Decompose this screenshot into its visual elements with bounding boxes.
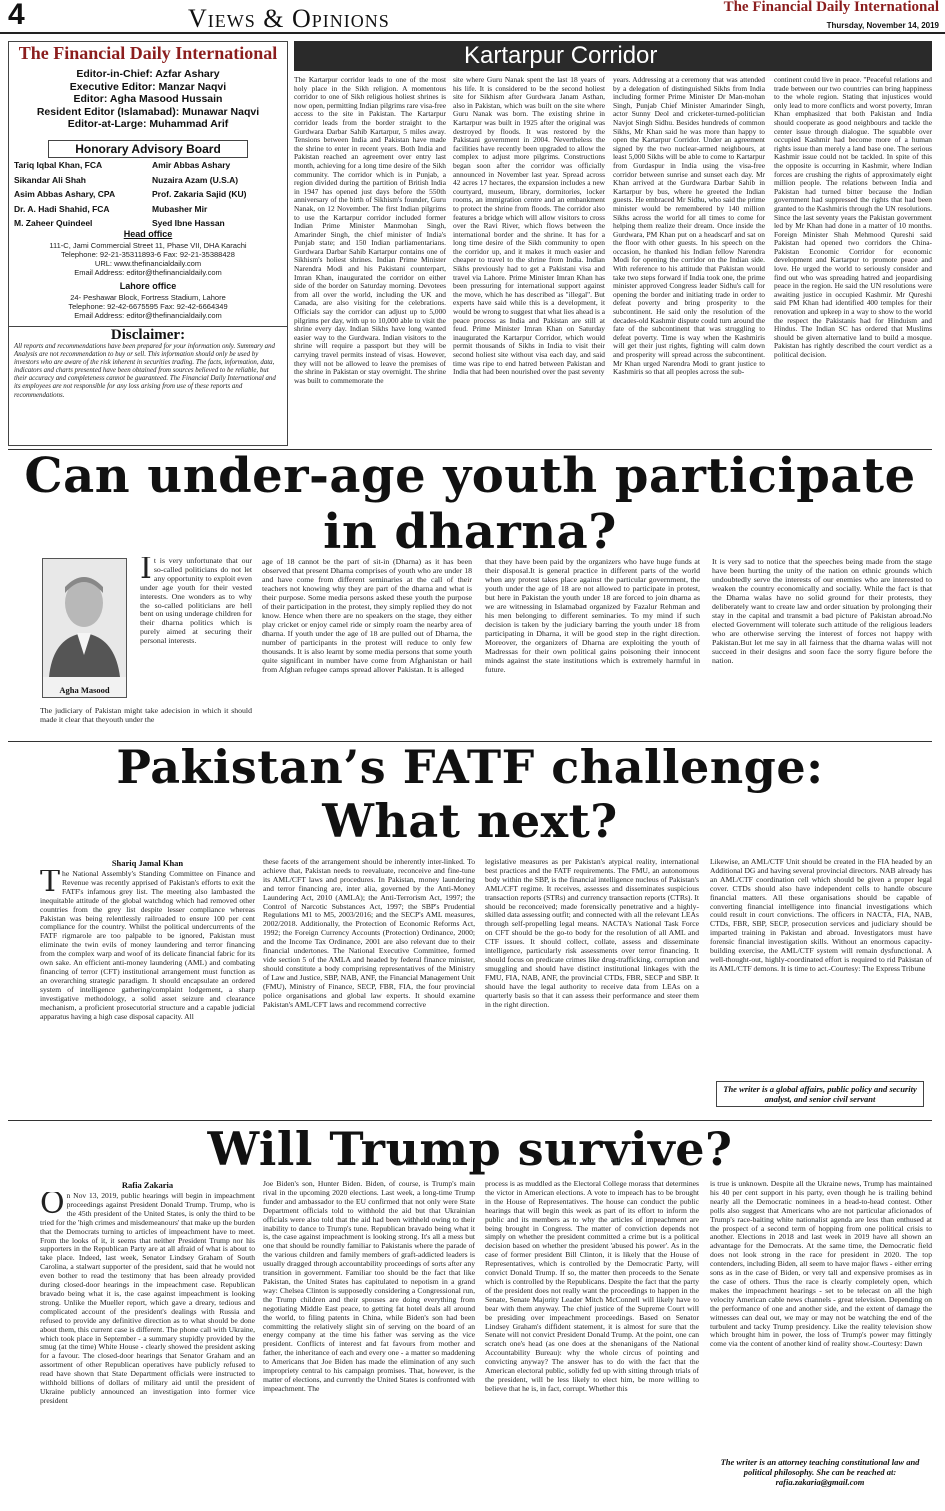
editorial-column: years. Addressing at a ceremony that was attended by a delegation of distinguished Sikhs from India including former Prime Minister Dr Man-mohan Singh, Punjab Chief Minister Amarinder Singh, actor Sunny Deol and cricketer-turned-politician Navjot Singh Sidhu. Besides hundreds of common Sikhs, Mr Khan said he was more than happy to open the Kartarpur Corridor. Under an agreement signed by the two nuclear-armed neighbours, at least 5,000 Sikhs will be able to come to Kartarpur from Gurdaspur in India using the visa-free corridor between sunrise and sunset each day. Mr Khan arrived at the Gurdwara Darbar Sahib in Kartarpur by bus, where he greeted the Indian guests. He embraced Mr Sidhu, who said the prime minister would be remembered by 140 million Sikhs across the world for all times to come for helping them realize their dream. Once inside the Gurdwara, PM Khan put on a headscarf and sat on the floor with other guests. In his speech on the occasion, he thanked his Indian fellow Narendra Modi for opening the corridor on the Indian side. With reference to his attitude that Pakistan would take two steps forward if India took one, the prime minister approved Congress leader Sidhu's call for opening the border and initiating trade in order to defeat poverty and bring prosperity to the subcontinent. He said only the resolution of the decades-old Kashmir dispute could turn around the fate of the subcontinent that was struggling to defeat poverty. Time is way when the Kashmiris will get their just rights, fighting will calm down and prosperity will spread across the subcontinent. Mr Khan urged Narendra Modi to grant justice to Kashmiris so that all peoples across the sub- bbox=[613, 76, 765, 377]
article-column: these facets of the arrangement should be inherently inter-linked. To achieve that, Pakistan needs to reevaluate, reconceive and fine-tune its AML/CFT laws and procedures. In Pakistan, money laundering and terror financing are, inter alia, governed by the Anti-Money Laundering Act, 2010 (AMLA); the Anti-Terrorism Act, 1997; the Control of Narcotic Substances Act, 1997; the SBP's Prudential Regulations M1 to M5, 2003/2016; and the SECP's AML measures, 2002/2018. Additionally, the Protection of Economic Reforms Act, 1992; the Foreign Currency Accounts (Protection) Ordinance, 2000; and the Income Tax Ordinance, 2001 are also relevant due to their financial undertones. The National Executive Committee, formed vide section 5 of the AMLA and headed by federal finance minister, should constitute a body comprising representatives of the Ministry of Law and Justice, SBP, NAB, ANF, the Financial Management Unit (FMU), Ministry of Finance, SECP, FBR, FIA, the four provincial police organisations and global law experts. It should examine Pakistan's AML/CFT laws and recommend corrective bbox=[263, 858, 475, 1009]
author-name: Shariq Jamal Khan bbox=[111, 858, 184, 868]
headline-line: Pakistan’s FATF challenge: bbox=[116, 740, 824, 794]
article-column: Likewise, an AML/CTF Unit should be created in the FIA headed by an Additional DG and having several provincial directors. NAB already has an AML/CTF coordination cell which should be given a proper legal cover. CTDs should also have independent cells to handle obscure financial matters. All these organisations should be capable of converting financial intelligence into financial investigations which could result in court convictions. The officers in NACTA, FIA, NAB, CTDs, FBR, SBP, SECP, prosecution services and judiciary should be imparted training in Pakistan and abroad. Investigators must have forensic financial investigation skills. Without an enormous capacity-building exercise, the AML/CTF system will remain dysfunctional. A well-thought-out, highly-coordinated effort is required to rid Pakistan of its AML/CTF demons. It is time to act.-Courtesy: The Express Tribune bbox=[710, 858, 932, 973]
advisor: Prof. Zakaria Sajid (KU) bbox=[152, 189, 247, 199]
staff-line: Editor: Agha Masood Hussain bbox=[73, 93, 223, 105]
section-title: Views & Opinions bbox=[188, 4, 390, 33]
advisor: Nuzaira Azam (U.S.A) bbox=[152, 174, 239, 185]
advisor: Mubasher Mir bbox=[152, 203, 208, 214]
author-photo bbox=[42, 558, 127, 698]
article-column: process is as muddled as the Electoral College morass that determines the victor in American elections. A vote to impeach has to be brought in the House of Representatives. The house can conduct the public hearings that will begin this week as part of its effort to inform the public and its members as to why the articles of impeachment are being brought in Congress. The matter of conviction depends not simply on whether the president committed a crime but is a political decision based on whether the president 'abused his power'. As in the case of former president Bill Clinton, it is likely that the House of Representatives, which is controlled by the Democratic Party, will convict Donald Trump. If so, the matter then proceeds to the Senate which is controlled by the Republicans. Despite the fact that the party of the president does not really want the proceedings to happen in the Senate, Senate Majority Leader Mitch McConnell will likely have to bear with them anyway. The chief justice of the Supreme Court will be presiding over impeachment proceedings. Based on Senator Lindsey Graham's diffident statement, it is almost for sure that the Senate will not convict President Donald Trump. At the point, one can scratch one's head (as one does at the shenanigans of the National Accountability Bureau): why the whole circus of pointing and convicting anyway? The answer has to do with the fact that the American electoral public, solidly fed up with sitting through trials of the president, will be less likely to elect him, be more willing to believe that he is, in fact, corrupt. Whether this bbox=[485, 1180, 699, 1393]
lahore-office-title: Lahore office bbox=[119, 281, 177, 291]
headline-line: Can under-age youth participate bbox=[24, 448, 916, 504]
headline-line: in dharna? bbox=[323, 504, 617, 560]
page-number: 4 bbox=[8, 0, 25, 31]
article-headline: Will Trump survive? bbox=[207, 1122, 733, 1176]
article-column bbox=[40, 870, 255, 1116]
article-column: is true is unknown. Despite all the Ukraine news, Trump has maintained his 40 per cent support in his party, even though he is trailing behind nearly all the Democratic nominees in a head-to-head contest. Other polls also suggest that Americans who are not particular aficionados of Trump's race-baiting white nationalist agenda are less than enthused at the prospect of a second term of hopping from one political crisis to another. Elections in 2018 and last week in 2019 have all shown an advantage for the Democrats. At the same time, the Democratic field does not look strong in the race for president in 2020. The top contenders, including Biden, all seem to have major flaws - either erring sons as in the case of Biden, or very tall and expensive promises as in the case of others. Thus the race is clearly completely open, which makes the impeachment hearings - set to be telecast on all the high velocity American cable news channels - great television. Depending on the performance of one and another side, and the extent of damage the witnesses can deal out, we may or may not be watching the end of the turbulent and tacky Trump presidency. Like the reality television show which brought him in power, the loss of Trump's power may fittingly come via the content of another kind of reality show.-Courtesy: Dawn bbox=[710, 1180, 932, 1349]
article-text: he National Assembly's Standing Committee on Finance and Revenue was recently apprised of Pakistan's efforts to exit the FATF's infamous grey list. The meeting also lambasted the inequitable attitude of the global watchdog which had removed other countries from the grey list despite lesser compliance whereas Pakistan was being relentlessly railroaded to ensure 100 per cent compliance for the country. Whilst the political undercurrents of the FATF rigmarole are too palpable to be ignored, Pakistan must eliminate the twin evils of money laundering and terror financing from the complex warp and woof of its delicate financial fabric for its own sake. An efficient anti-money laundering (AML) and combating financing of terror (CFT) institutional arrangement must function as an overarching strategic paradigm. It should encapsulate an ordered system of intelligence gathering/complaint lodgement, a sharp investigative methodology, a solid asset seizure and clearance mechanism, a proficient prosecutorial structure and a capable judicial apparatus having a high case disposal capacity. All bbox=[40, 870, 255, 1021]
address-line: Telephone: 92-21-35311893-6 Fax: 92-21-35388428 bbox=[61, 250, 235, 259]
article-column: age of 18 cannot be the part of sit-in (Dharna) as it has been observed that present Dharna comprises of youth who are under 18 and have come from different seminaries at the call of their teachers not knowing why they are part of the dharna and what is their purpose. Some media persons asked these youth the purpose of their participation in the protest, they simply replied they do not know. Hence when there are no speakers on the stage, they either play cricket or enjoy camel ride or simply roam the nearby area of dharna. If youth under the age of 18 are pulled out of Dharna, the number of participants in the protest will reduce to only few thousands. It is also learnt by some media persons that some youth quite significant in number have come from Afghanistan or hail from Afghan refugee camps spread allover Pakistan. It is alleged bbox=[262, 557, 472, 674]
address-line: Email Address: editor@thefinancialdaily.com bbox=[74, 311, 222, 320]
article-column: The judiciary of Pakistan might take adecision in which it should made it clear that theyouth under the bbox=[40, 706, 252, 724]
advisor: Dr. A. Hadi Shahid, FCA bbox=[14, 203, 110, 214]
head-office-address bbox=[8, 241, 288, 277]
headline-line: What next? bbox=[322, 794, 618, 848]
staff-line: Executive Editor: Manzar Naqvi bbox=[69, 80, 227, 93]
article-column: that they have been paid by the organizers who have huge funds at their disposal.It is general practice in different parts of the world when any protest takes place against the particular government, the youth under the age of 18 are not allowed to participate in protest, but here in Pakistan the youth under 18 are forced to join dharna as we are witnessing in Islamabad organized by Fazalur Rehman and his men belonging to different seminaries. To my mind if such decision is taken by the judiciary barring the youth under 18 from participating in Dharna, it will be good step in the right direction. Moreover, the organizers of Dharna are exploiting the youth of Madressas for their own political gains poisoning their innocent minds against the state institutions which is extremely harmful in future. bbox=[485, 557, 700, 674]
drop-cap: T bbox=[40, 870, 61, 899]
address-line: Email Address: editor@thefinancialdaily.com bbox=[74, 268, 222, 277]
issue-date: Thursday, November 14, 2019 bbox=[826, 21, 939, 30]
portrait-icon bbox=[43, 559, 126, 677]
address-line: Telephone: 92-42-6675595 Fax: 92-42-6664349 bbox=[68, 302, 228, 311]
advisory-title: Honorary Advisory Board bbox=[48, 140, 248, 158]
advisor: Sikandar Ali Shah bbox=[14, 174, 86, 185]
author-name: Rafia Zakaria bbox=[121, 1180, 174, 1190]
advisor: Tariq Iqbal Khan, FCA bbox=[14, 160, 103, 170]
disclaimer-text: All reports and recommendations have been prepared for your information only. Summary and Analysis are not recommendation to buy or sell. This information should only be used by investors who are aware of the risk inherent in securities trading. The facts, information, data, indicators and charts presented have been obtained from sources believed to be reliable, but their accuracy and completeness cannot be guaranteed. The Financial Daily International and its employees are not responsible for any loss arising from use of these reports and recommendations. bbox=[14, 343, 276, 399]
drop-cap: O bbox=[40, 1192, 65, 1221]
head-office-title: Head office bbox=[123, 229, 173, 239]
lahore-office-address bbox=[8, 293, 288, 320]
article-column: Joe Biden's son, Hunter Biden. Biden, of course, is Trump's main rival in the upcoming 2020 elections. Last week, a long-time Trump funder and ambassador to the EU confirmed that not only were State Department officials told to withhold the aid but that Ukrainian officials were also told that the aid had been withheld owing to their inability to dance to Trump's tune. Republican bravado being what it is, the case against impeachment is looking strong. It's all a mess but one that should be roundly familiar to Pakistanis where the parade of the various children and family members of graft-addicted leaders is usually dragged through accountability proceedings of sorts after any transition in government. Familiar too should be the fact that like Pakistan, the United States has capitulated to nepotism in a grand way: Chelsea Clinton is supposedly considering a Congressional run, the Trump children and their spouses are doing everything from negotiating Middle East peace, to getting fat hotel deals all around the world, to filing patents in China, while Biden's son had been committing the relatively slight sin of serving on the board of an energy company at the time his father was serving as the vice president. Conflicts of interest and fat favours from mother and father, the inheritance of each and every one - a matter so maddening to Americans that Joe Biden has made the elimination of any such impropriety central to his campaign promises. That, however, is the matter of elections, and currently the United States is confronted with impeachment. The bbox=[263, 1180, 475, 1393]
address-line: 111-C, Jami Commercial Street 11, Phase VII, DHA Karachi bbox=[49, 241, 247, 250]
staff-line: Editor-in-Chief: Azfar Ashary bbox=[76, 68, 220, 80]
editorial-column: site where Guru Nanak spent the last 18 years of his life. It is considered to be the second holiest site for Sikhism after Gurdwara Janam Asthan, also in Pakistan, which was built on the site where Guru Nanak was born. The existing shrine in Kartarpur was built in 1925 after the original was destroyed by floods. It was restored by the Pakistani government in 2004. Nevertheless the facilities have recently been upgraded to allow the complex to adjust more pilgrims. Constructions began soon after the corridor was officially announced in November last year. Spread across 42 acres 17 hectares, the expansion includes a new courtyard, museum, library, dormitories, locker rooms, an immigration centre and an embankment to protect the shrine from floods. The corridor also features a bridge which will allow visitors to cross over the Ravi River, which flows between the international border and the shrine. It has for a long time desire of the Sikh community to open the corridor up, and it makes it much easier and cheaper to travel to the shrine from India. Indian Sikhs previously had to get a Pakistani visa and travel via Lahore. Prime Minister Imran Khan has been pressuring for international support against the move, which he has described as "illegal". But experts have said while this is a development, it would be wrong to suggest that what lies ahead is a peace process as India and Pakistan are still at feud. Prime Minister Imran Khan on Saturday inaugurated the Kartarpur Corridor, which would permit thousands of Sikhs in India to visit their second holiest site without visa each day, and said time was ripe to end hatred between Pakistan and India that had been nourished over the past seventy bbox=[453, 76, 605, 377]
author-name: Agha Masood bbox=[59, 685, 110, 695]
article-text: n Nov 13, 2019, public hearings will begin in impeachment proceedings against President Donald Trump. Trump, who is the 45th president of the United States, is only the third to be tried for the 'high crimes and misdemeanours' that make up the burden that the Democrats turning to articles of impeachment have to meet. From the looks of it, it seems that neither President Trump nor his supporters in the Republican Party are at all afraid of what is about to take place. Indeed, last week, Senator Lindsey Graham of South Carolina, a stalwart supporter of the president, said that he would not even bother to read the testimony that has been already provided during closed-door hearings in the impeachment case. Republican bravado being what it is, the case against impeachment is looking strong. Unlike the Mueller report, which gave a dreary, tedious and complicated account of the president's dealings with Russia and refused to provide any definitive direction as to what should be done about them, this current case is different. The phone call with Ukraine, which took place in September - a summary stupidly provided by the smug (at the time) White House - clearly showed the president asking for a favour. The closed-door hearings that Senator Graham and an assortment of other Republican operatives have publicly refused to read have shown that State Department officials were instructed to withhold billions of dollars of military aid until the president of Ukraine publicly announced an investigation into former vice president bbox=[40, 1192, 255, 1405]
staff-list bbox=[8, 68, 288, 131]
editorial-title: Kartarpur Corridor bbox=[294, 41, 932, 71]
article-text: t is very unfortunate that our so-called politicians do not let any opportunity to exploit even under age youth for their vested interests. One wonders as to why the so-called politicians are hell bent on using underage children for their dharna politics which is purely aimed at securing their personal interests. bbox=[140, 557, 252, 646]
editorial-column: The Kartarpur corridor leads to one of the most holy place in the Sikh religion. A momentous corridor to one of Sikh religious holiest shrines is now open, permitting Indian pilgrims rare visa-free access to the site in Pakistan. The Kartarpur corridor leads from the border straight to the Gurdwara Darbar Sahib Kartarpur, 5 miles away. Tensions between India and Pakistan have made the shrine to enter in recent years. Both India and Pakistan reached an agreement over entry last month, achieving for a long time desire of the Sikh community. The corridor which is in Punjab, a region divided during the partition of British India in 1947 has opened just days before the 550th anniversary of the birth of Sikhism's founder, Guru Nanak, on 12 November. The first Indian pilgrims to use the Kartarpur corridor included former Indian Prime Minister Manmohan Singh, Amarinder Singh, the chief minister of India's Punjab state; and 150 Indian parliamentarians. Gurdwara Darbar Sahib Kartarpur contains one of Sikhism's holiest shrines. Indian Prime Minister Narendra Modi and his Pakistani counterpart, Imran Khan, inaugurated the corridor on either side of the border on Saturday morning. Devotees from all over the world, including the UK and Canada, are also visiting for the celebrations. Officials say the corridor can adjust up to 5,000 pilgrims per day, with up to 10,000 able to visit the shrine every day. Indian Sikhs have long wanted easier way to the Gurdwara. Indian visitors to the shrine will require a passport but they will be carrying travel permits instead of visas. However, they will not be allowed to leave the premises of the shrine in Pakistan or stay overnight. The shrine was built to commemorate the bbox=[294, 76, 446, 385]
article-headline bbox=[8, 448, 932, 560]
address-line: 24- Peshawar Block, Fortress Stadium, Lahore bbox=[70, 293, 226, 302]
article-headline bbox=[8, 740, 932, 848]
advisory-left bbox=[14, 158, 144, 231]
staff-line: Resident Editor (Islamabad): Munawar Naqvi bbox=[36, 105, 260, 118]
advisory-right bbox=[152, 158, 284, 231]
address-line: URL: www.thefinancialdaily.com bbox=[94, 259, 202, 268]
editorial-column: continent could live in peace. "Peaceful relations and trade between our two countries can bring happiness to the whole region. Stating that injustices would only lead to more conflicts and worst poverty, Imran Khan emphasized that both Pakistan and India should cooperate as good neighbours and tackle the center issue through dialogue. The squabble over occupied Kashmir had become more of a human rights issue than merely a land base one. The serious Kashmir issue could not be tackled. In spite of this the opposite is occurring in Kashmir, where Indian forces are crushing the rights of approximately eight million people. The relations between India and Pakistan had turned bitter because the Indian government had suppressed the rights that had been granted to the Kashmiris through the UN resolutions. Since the last seventy years the Pakistan government led by Mr Khan had done in a matter of 10 months. Foreign Minister Shah Mehmood Qureshi said Pakistan had opened two corridors the China-Pakistan Economic Corridor for economic development and Kartarpur to promote peace and love. He urged the world to seriously consider and find out who was spreading hatred and jeopardising peace in the region. He said the UN resolutions were awaiting justice in occupied Kashmir. Mr Qureshi said PM Khan had identified 400 temples for their renovation and upkeep in a way to show to the world the respect the Pakistanis had for Hinduism and Hindus. The Indian SC has ordered that Muslims should be given alternative land to build a mosque. Pakistan has rightly described the court verdict as a political decision. bbox=[774, 76, 932, 359]
article-column: legislative measures as per Pakistan's atypical reality, international best practices and the FATF requirements. The FMU, an autonomous body within the SBP, is the financial intelligence nucleus of Pakistan's AML/CFT regime. It receives, assesses and disseminates suspicious transaction reports (STRs) and currency transaction reports (CTRs). It should be reconceived; made forensically penetrative and a highly-skilled data assessing outfit; and connected with all the relevant LEAs through self-propelling legal means. NACTA's National Task Force on CFT should be the go-to body for the resolution of all AML and CTF issues. It should collect, collate, assess and disseminate intelligence, particularly risk assessments over terror financing. It should focus on predicate crimes like drug-trafficking, corruption and smuggling and should have distinct institutional linkages with the FMU, FIA, NAB, ANF, the provincial CTDs, FBR, SECP and SBP. It should have the legal authority to receive data from LEAs on a quarterly basis so that it can assess their performance and steer them in the right direction. bbox=[485, 858, 699, 1009]
advisor: Syed Ibne Hassan bbox=[152, 218, 225, 228]
article-column bbox=[140, 557, 252, 705]
masthead: The Financial Daily International bbox=[723, 0, 939, 15]
advisor: Amir Abbas Ashary bbox=[152, 160, 231, 170]
author-tagline: The writer is a global affairs, public policy and security analyst, and senior civil servant bbox=[716, 1081, 924, 1107]
author-tagline: The writer is an attorney teaching constitutional law and political philosophy. She can be reached at: rafia.zakaria@gmail.com bbox=[720, 1457, 920, 1487]
advisor: M. Zaheer Quindeel bbox=[14, 218, 93, 228]
article-column: It is very sad to notice that the speeches being made from the stage have been hurting the unity of the nation on ethnic grounds which undoubtedly serve the interests of our enemies who are interested to weaken the country economically and socially. While the fact is that the Dharna walas have no solid ground for their protests, they deliberately want to create law and order situation by prolonging their stay in the capital and transmit a bad picture of Pakistan abroad.No elected Government will tolerate such attitude of the religious leaders who are otherwise serving the interest of forces not happy with Pakistan.But let me say in all fairness that the dharna walas will not succeed in their designs and soon face the sorry figure before the nation. bbox=[712, 557, 932, 665]
drop-cap: I bbox=[140, 557, 152, 586]
advisor: Asim Abbas Ashary, CPA bbox=[14, 189, 116, 199]
disclaimer-title: Disclaimer: bbox=[8, 326, 288, 344]
staff-line: Editor-at-Large: Muhammad Arif bbox=[67, 118, 229, 130]
page-header bbox=[0, 0, 945, 34]
article-column bbox=[40, 1192, 255, 1506]
staffbox-title: The Financial Daily International bbox=[18, 43, 278, 63]
